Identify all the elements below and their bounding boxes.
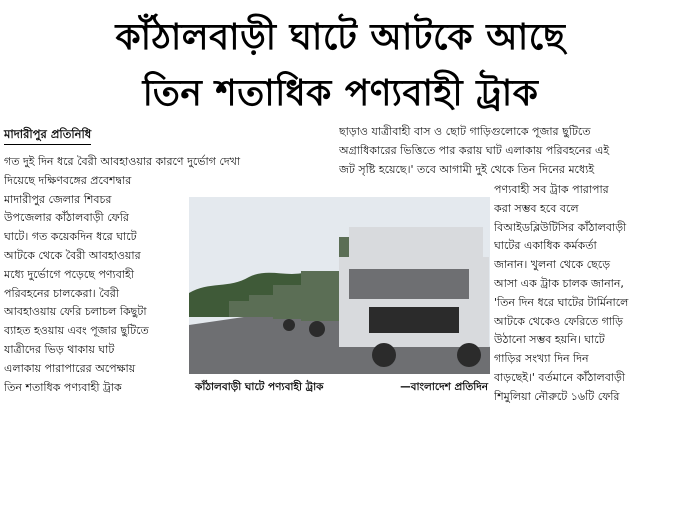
text-line: এলাকায় পারাপারের অপেক্ষায় (4, 361, 136, 375)
article-right-column (494, 181, 677, 407)
text-line: বাড়ছেই।' বর্তমানে কাঁঠালবাড়ী (494, 370, 626, 384)
text-line: আবহাওয়ায় ফেরি চলাচল কিছুটা (4, 305, 147, 319)
text-line: ব্যাহত হওয়ায় এবং পূজার ছুটিতে (4, 324, 149, 338)
text-line: যাত্রীদের ভিড় থাকায় ঘাট (4, 342, 115, 356)
article-right-top (339, 123, 675, 179)
text-line: মাদারীপুর জেলার শিবচর (4, 192, 112, 206)
text-line: অগ্রাধিকারের ভিত্তিতে পার করায় ঘাট এলাকায় পরিবহনের এই (339, 143, 610, 157)
text-line: বিআইডব্লিউটিসির কাঁঠালবাড়ী (494, 220, 627, 234)
byline: মাদারীপুর প্রতিনিধি (4, 125, 91, 145)
headline-line-1: কাঁঠালবাড়ী ঘাটে আটকে আছে (115, 17, 566, 58)
text-line: গাড়ির সংখ্যা দিন দিন (494, 352, 589, 366)
text-line: উপজেলার কাঁঠালবাড়ী ফেরি (4, 211, 129, 225)
text-line: পরিবহনের চালকেরা। বৈরী (4, 286, 119, 300)
article-left-column (4, 153, 241, 397)
caption-text: কাঁঠালবাড়ী ঘাটে পণ্যবাহী ট্রাক (195, 381, 324, 393)
text-line: ঘাটে। গত কয়েকদিন ধরে ঘাটে (4, 230, 137, 244)
text-line: ঘাটের একাধিক কর্মকর্তা (494, 239, 597, 253)
text-line: পণ্যবাহী সব ট্রাক পারাপার (494, 183, 609, 196)
text-line: আসা এক ট্রাক চালক জানান, (494, 276, 624, 290)
photo-credit: —বাংলাদেশ প্রতিদিন (400, 381, 488, 393)
text-line: দিয়েছে দক্ষিণবঙ্গের প্রবেশদ্বার (4, 173, 132, 187)
text-line: আটকে থেকেও ফেরিতে গাড়ি (494, 314, 624, 328)
headline-line-2: তিন শতাধিক পণ্যবাহী ট্রাক (142, 73, 539, 114)
text-line: আটকে থেকে বৈরী আবহাওয়ার (4, 248, 141, 262)
news-photo-trucks (189, 197, 490, 374)
text-line: করা সম্ভব হবে বলে (494, 201, 579, 215)
text-line: শিমুলিয়া নৌরুটে ১৬টি ফেরি (494, 389, 620, 403)
text-line: মধ্যে দুর্ভোগে পড়েছে পণ্যবাহী (4, 267, 134, 281)
text-line: গত দুই দিন ধরে বৈরী আবহাওয়ার কারণে দুর্ভোগ দেখা (4, 155, 241, 168)
text-line: 'তিন দিন ধরে ঘাটের টার্মিনালে (494, 295, 629, 309)
text-line: জট সৃষ্টি হয়েছে।' তবে আগামী দুই থেকে তিন দিনের মধ্যেই (339, 162, 595, 176)
text-line: ছাড়াও যাত্রীবাহী বাস ও ছোট গাড়িগুলোকে পূজার ছুটিতে (339, 125, 591, 138)
text-line: জানান। খুলনা থেকে ছেড়ে (494, 258, 611, 272)
photo-caption (189, 377, 490, 397)
trucks-illustration (189, 197, 490, 374)
text-line: তিন শতাধিক পণ্যবাহী ট্রাক (4, 380, 122, 394)
text-line: উঠানো সম্ভব হয়নি। ঘাটে (494, 333, 605, 347)
